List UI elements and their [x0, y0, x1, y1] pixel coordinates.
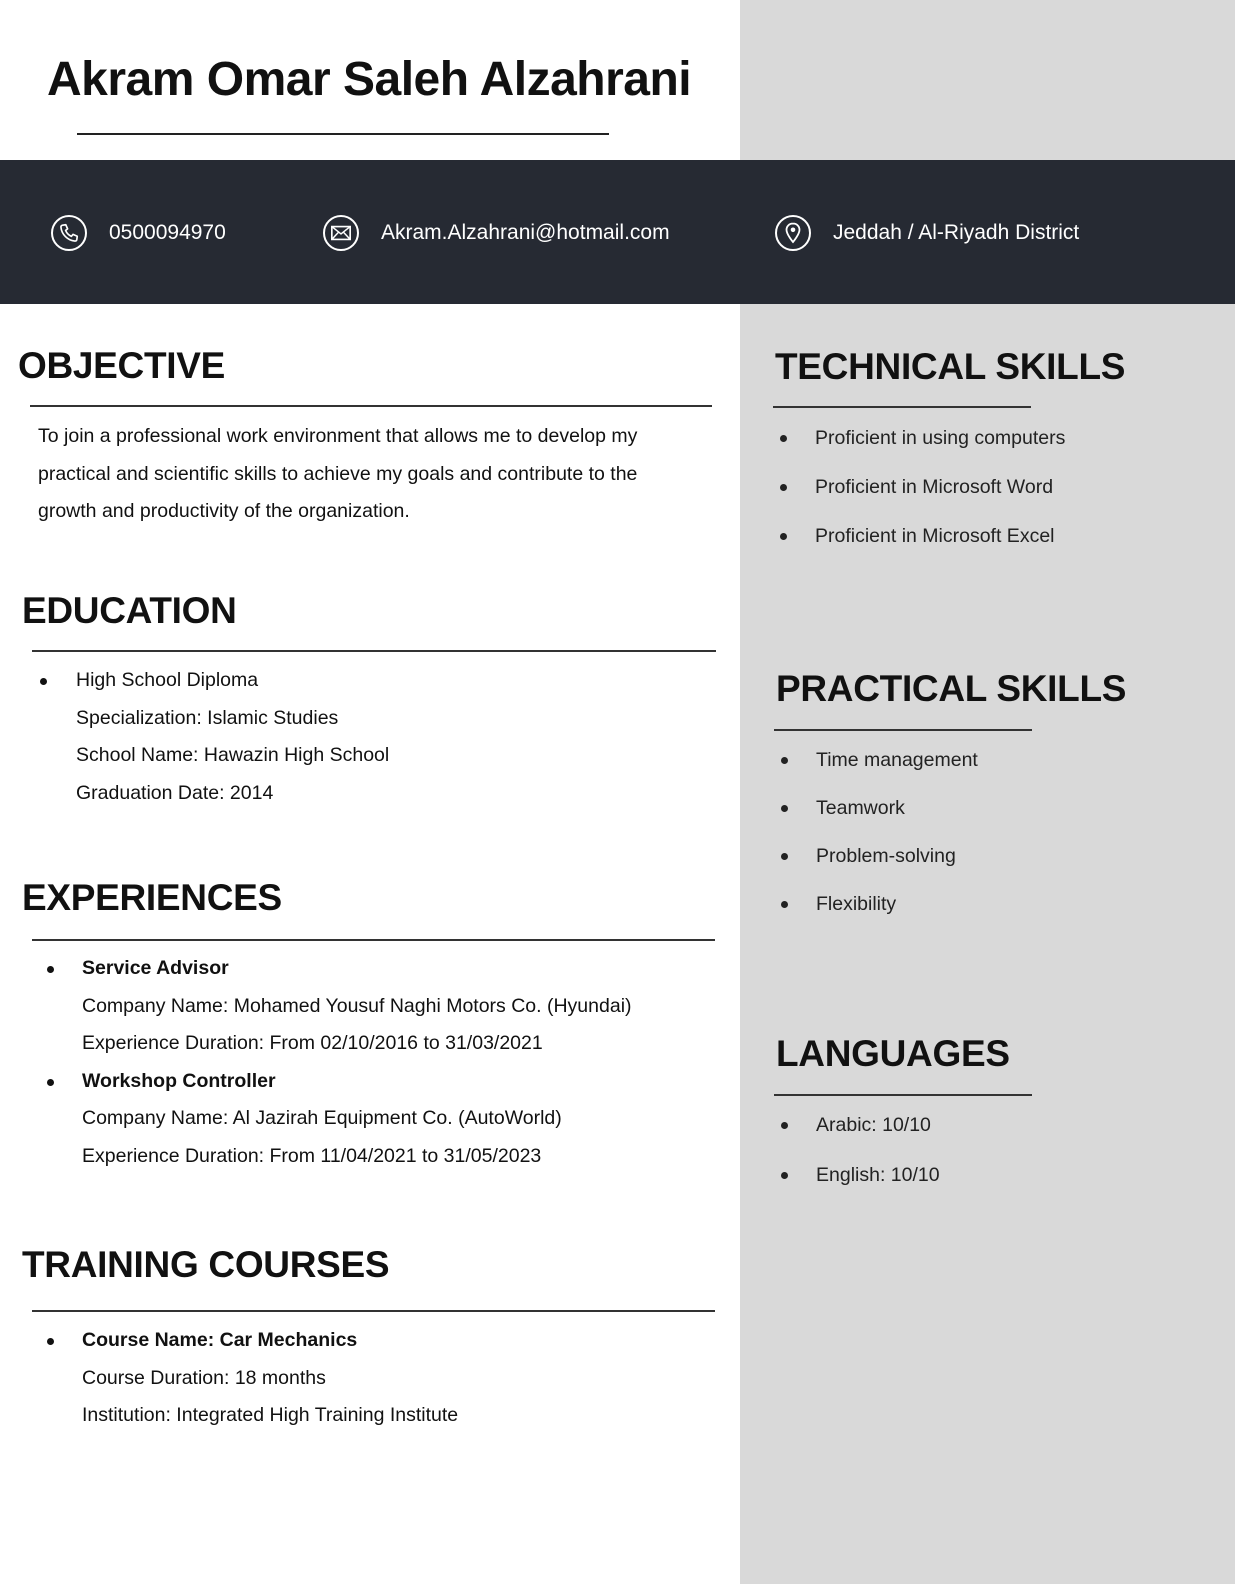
experiences-heading: EXPERIENCES	[22, 877, 282, 918]
course-institution: Institution: Integrated High Training Institute	[82, 1404, 459, 1426]
experience-duration: Experience Duration: From 11/04/2021 to 31/05/2023	[82, 1144, 542, 1167]
education-specialization: Specialization: Islamic Studies	[76, 706, 339, 729]
languages-heading: LANGUAGES	[776, 1033, 1010, 1074]
training-heading: TRAINING COURSES	[22, 1244, 390, 1285]
objective-line: To join a professional work environment that allows me to develop my	[38, 425, 638, 447]
contact-location	[775, 213, 1079, 253]
education-entry	[76, 662, 389, 812]
list-item: English: 10/10	[816, 1164, 940, 1186]
languages-list	[816, 1112, 940, 1188]
list-item: Arabic: 10/10	[816, 1112, 940, 1138]
list-item: Time management	[816, 749, 978, 771]
list-item: Flexibility	[816, 891, 978, 917]
education-school: School Name: Hawazin High School	[76, 744, 390, 766]
practical-skills-rule	[774, 729, 1032, 731]
phone-number: 0500094970	[109, 221, 226, 244]
education-heading: EDUCATION	[22, 590, 237, 631]
objective-line: growth and productivity of the organization.	[38, 500, 410, 522]
objective-text	[38, 418, 718, 531]
experiences-rule	[32, 939, 715, 941]
experience-duration: Experience Duration: From 02/10/2016 to 31/03/2021	[82, 1032, 543, 1054]
experience-company: Company Name: Al Jazirah Equipment Co. (AutoWorld)	[82, 1107, 562, 1129]
objective-rule	[30, 405, 712, 407]
technical-skills-rule	[773, 406, 1031, 408]
objective-line: practical and scientific skills to achieve my goals and contribute to the	[38, 462, 638, 485]
list-item: Proficient in Microsoft Word	[815, 474, 1065, 500]
education-graduation: Graduation Date: 2014	[76, 781, 274, 804]
name-underline	[77, 133, 609, 135]
list-item: Proficient in Microsoft Excel	[815, 523, 1065, 549]
experience-company: Company Name: Mohamed Yousuf Naghi Motors Co. (Hyundai)	[82, 994, 632, 1017]
education-rule	[32, 650, 716, 652]
experience-list	[82, 950, 632, 1175]
email-address: Akram.Alzahrani@hotmail.com	[381, 221, 670, 244]
experience-title: Service Advisor	[82, 950, 632, 988]
objective-heading: OBJECTIVE	[18, 345, 226, 386]
contact-email	[323, 213, 670, 253]
location-text: Jeddah / Al-Riyadh District	[833, 221, 1080, 244]
phone-icon	[51, 215, 87, 251]
mail-icon	[323, 215, 359, 251]
training-rule	[32, 1310, 715, 1312]
course-name: Course Name: Car Mechanics	[82, 1322, 458, 1360]
contact-phone	[51, 213, 226, 253]
practical-skills-heading: PRACTICAL SKILLS	[776, 668, 1127, 709]
experience-title: Workshop Controller	[82, 1063, 632, 1101]
list-item: Proficient in using computers	[815, 427, 1066, 449]
course-duration: Course Duration: 18 months	[82, 1366, 326, 1389]
training-entry	[82, 1322, 458, 1435]
practical-skills-list	[816, 747, 978, 917]
technical-skills-heading: TECHNICAL SKILLS	[775, 346, 1126, 387]
location-pin-icon	[775, 215, 811, 251]
candidate-name: Akram Omar Saleh Alzahrani	[47, 53, 692, 106]
languages-rule	[774, 1094, 1032, 1096]
education-degree: High School Diploma	[76, 662, 389, 700]
technical-skills-list	[815, 425, 1065, 549]
list-item: Teamwork	[816, 795, 978, 821]
list-item: Problem-solving	[816, 843, 978, 869]
